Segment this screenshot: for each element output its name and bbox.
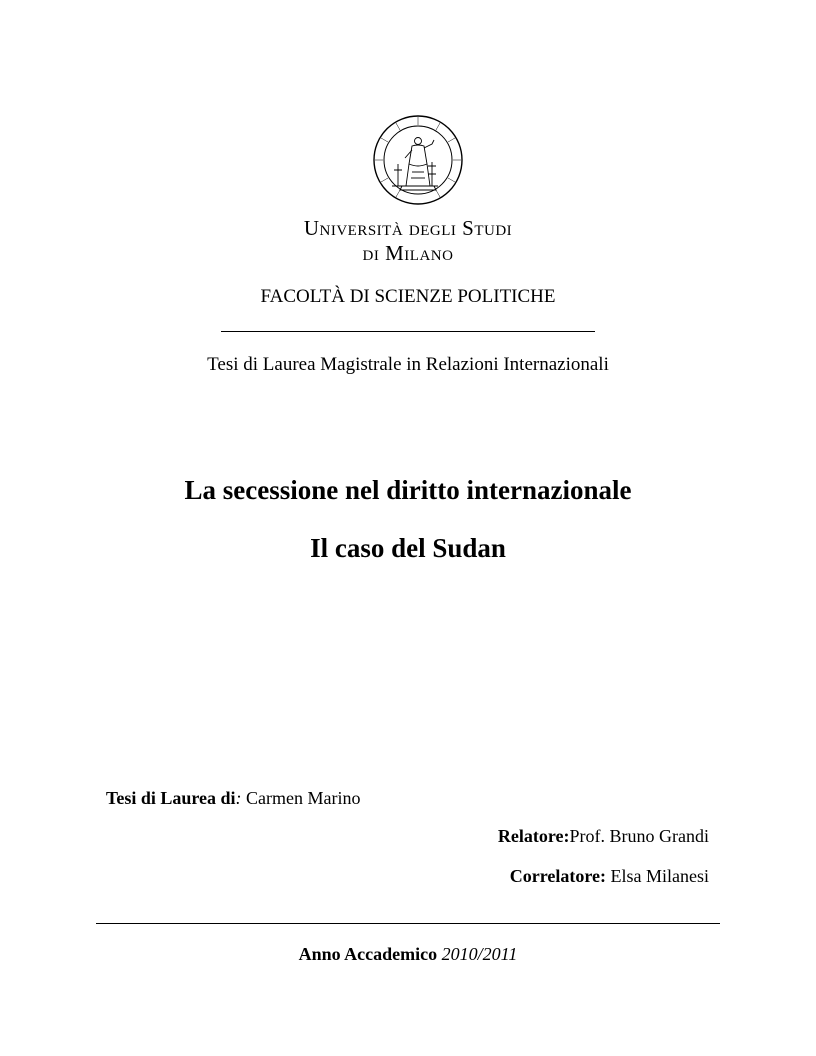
- thesis-title: La secessione nel diritto internazionale: [184, 475, 632, 505]
- author-label: Tesi di Laurea di: [106, 788, 236, 808]
- footer-divider: [96, 923, 720, 924]
- coadvisor-line: [510, 865, 709, 887]
- advisor-name: Prof. Bruno Grandi: [569, 826, 709, 846]
- coadvisor-label: Correlatore:: [509, 866, 607, 886]
- advisor-line: [498, 825, 709, 847]
- degree-subtitle: Tesi di Laurea Magistrale in Relazioni Internazionali: [207, 354, 609, 375]
- academic-year-line: [0, 943, 816, 965]
- author-name: Carmen Marino: [246, 788, 361, 808]
- academic-year-value: 2010/2011: [441, 944, 518, 964]
- author-separator: :: [235, 788, 242, 808]
- advisor-label: Relatore:: [497, 826, 570, 846]
- coadvisor-name: Elsa Milanesi: [610, 866, 709, 886]
- thesis-subtitle: Il caso del Sudan: [310, 533, 506, 563]
- author-line: [106, 787, 361, 809]
- faculty-name: FACOLTÀ DI SCIENZE POLITICHE: [260, 286, 556, 307]
- university-name-line-1: Università degli Studi: [303, 216, 513, 240]
- academic-year-label: Anno Accademico: [298, 944, 438, 964]
- university-name-line-2: di Milano: [362, 241, 454, 265]
- faculty-divider: [221, 331, 595, 332]
- university-seal-icon: [372, 114, 464, 206]
